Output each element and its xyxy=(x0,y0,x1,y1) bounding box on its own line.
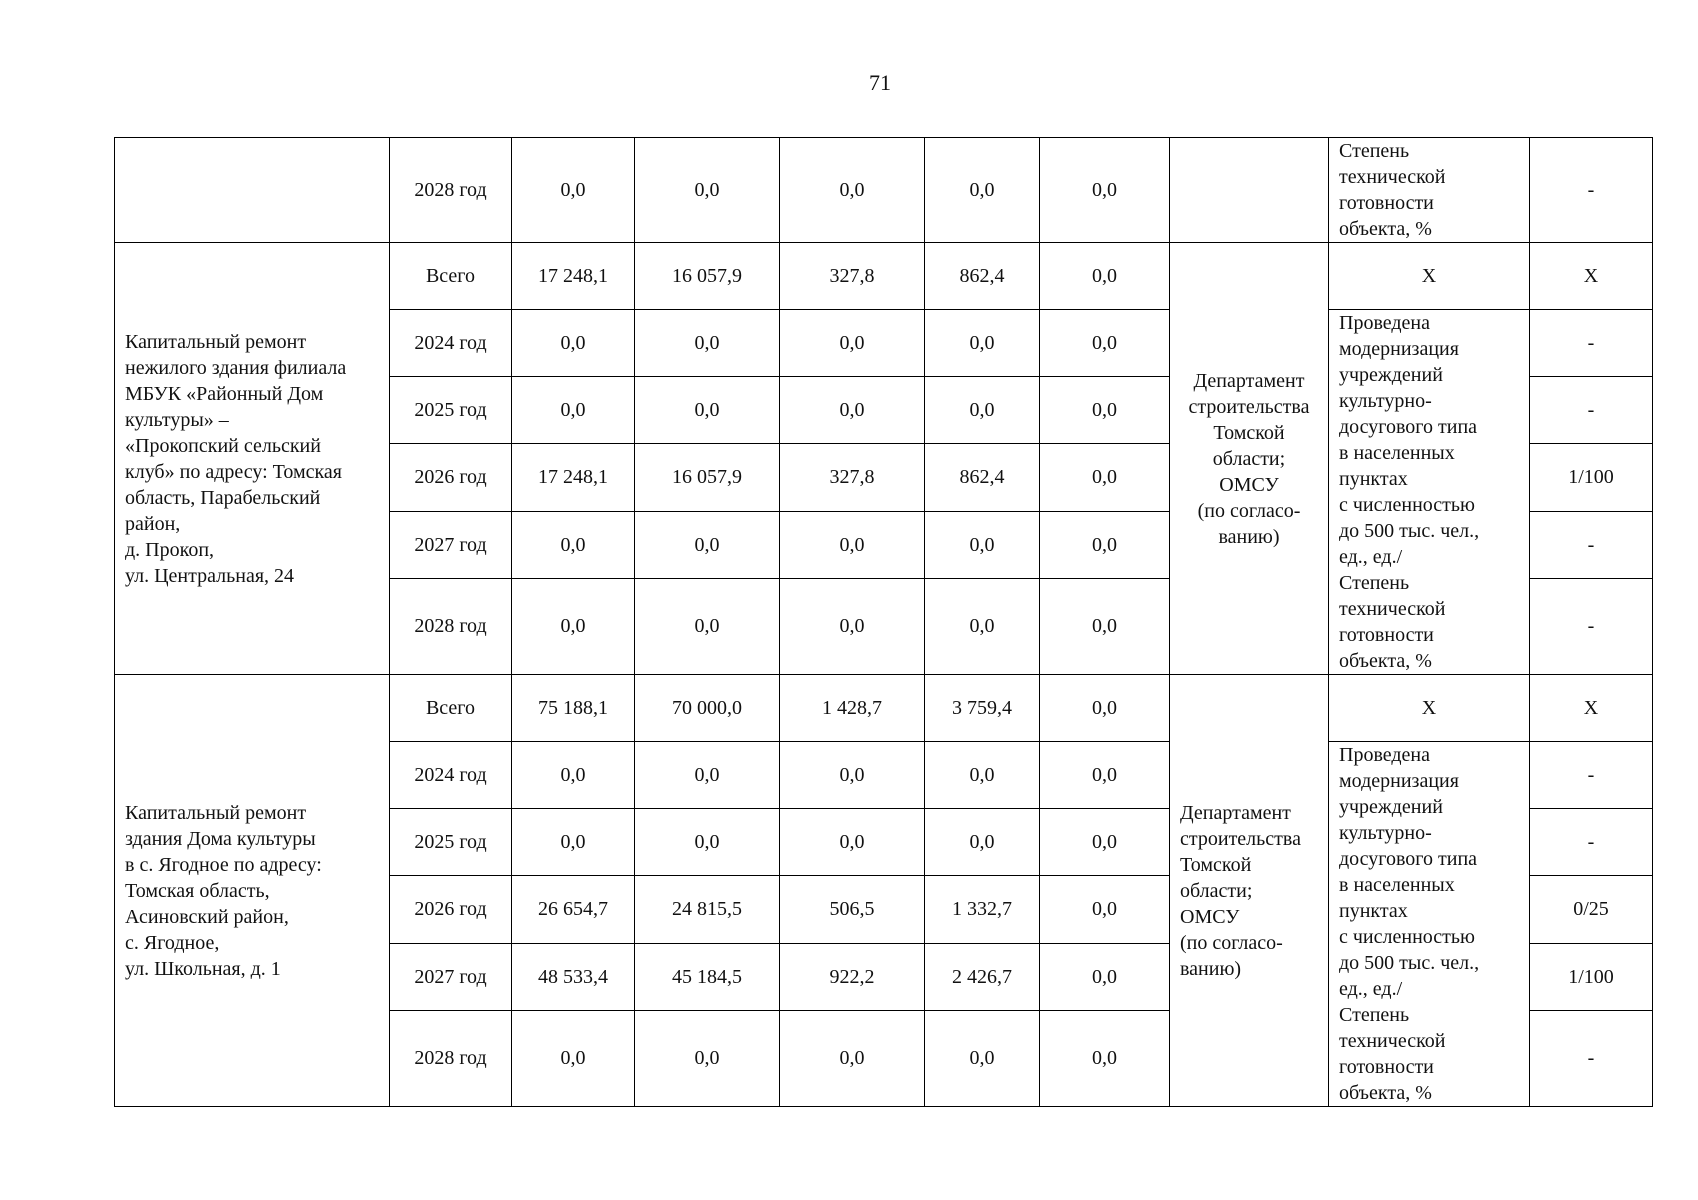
total-cell: 0,0 xyxy=(512,377,635,444)
local-cell: 1 332,7 xyxy=(925,876,1040,943)
federal-cell: 0,0 xyxy=(635,809,780,876)
indicator-value-cell: - xyxy=(1530,310,1653,377)
year-cell: 2025 год xyxy=(390,377,512,444)
indicator-line: с численностью xyxy=(1339,926,1475,948)
federal-cell: 45 184,5 xyxy=(635,943,780,1010)
indicator-line: модернизация xyxy=(1339,770,1459,792)
regional-cell: 0,0 xyxy=(780,578,925,674)
other-cell: 0,0 xyxy=(1040,578,1170,674)
indicator-line: объекта, % xyxy=(1339,218,1432,240)
year-cell: 2028 год xyxy=(390,578,512,674)
object-title-line: культуры» – xyxy=(125,408,229,431)
object-title-line: «Прокопский сельский xyxy=(125,434,321,457)
year-cell: 2024 год xyxy=(390,310,512,377)
year-cell: 2028 год xyxy=(390,1010,512,1106)
indicator-line: пунктах xyxy=(1339,468,1408,490)
federal-cell: 0,0 xyxy=(635,511,780,578)
executor-line: строительства xyxy=(1180,827,1301,850)
regional-cell: 506,5 xyxy=(780,876,925,943)
other-cell: 0,0 xyxy=(1040,742,1170,809)
executor-cell-empty xyxy=(1170,138,1329,243)
total-cell: 17 248,1 xyxy=(512,444,635,511)
page-number: 71 xyxy=(869,70,891,95)
total-cell: 0,0 xyxy=(512,578,635,674)
regional-cell: 922,2 xyxy=(780,943,925,1010)
total-cell: 0,0 xyxy=(512,809,635,876)
indicator-value-cell: - xyxy=(1530,377,1653,444)
object-title-line: с. Ягодное, xyxy=(125,931,220,954)
executor-line: ОМСУ xyxy=(1219,473,1279,496)
local-cell: 862,4 xyxy=(925,444,1040,511)
local-cell: 0,0 xyxy=(925,377,1040,444)
other-cell: 0,0 xyxy=(1040,943,1170,1010)
executor-line: (по согласо- xyxy=(1197,499,1301,522)
local-cell: 862,4 xyxy=(925,243,1040,310)
indicator-line: в населенных xyxy=(1339,874,1455,896)
indicator-line: ед., ед./ xyxy=(1339,546,1403,568)
object-title-line: в с. Ягодное по адресу: xyxy=(125,853,322,876)
total-cell: 48 533,4 xyxy=(512,943,635,1010)
indicator-cell xyxy=(1329,742,1530,1107)
object-title-line: д. Прокоп, xyxy=(125,538,215,561)
program-table xyxy=(114,137,1653,1107)
indicator-line: Проведена xyxy=(1339,312,1431,334)
year-cell: 2024 год xyxy=(390,742,512,809)
total-cell: 0,0 xyxy=(512,138,635,243)
other-cell: 0,0 xyxy=(1040,511,1170,578)
indicator-line: Степень xyxy=(1339,140,1410,162)
indicator-line: культурно- xyxy=(1339,390,1432,412)
regional-cell: 0,0 xyxy=(780,809,925,876)
executor-line: ванию) xyxy=(1180,957,1242,980)
year-cell: Всего xyxy=(390,243,512,310)
indicator-cell xyxy=(1329,138,1530,243)
object-title-line: МБУК «Районный Дом xyxy=(125,382,324,405)
total-cell: 75 188,1 xyxy=(512,675,635,742)
indicator-line: объекта, % xyxy=(1339,650,1432,672)
indicator-value-cell: - xyxy=(1530,742,1653,809)
local-cell: 0,0 xyxy=(925,742,1040,809)
table-row xyxy=(115,243,1653,310)
other-cell: 0,0 xyxy=(1040,243,1170,310)
indicator-line: модернизация xyxy=(1339,338,1459,360)
federal-cell: 0,0 xyxy=(635,138,780,243)
indicator-value-cell: - xyxy=(1530,578,1653,674)
regional-cell: 0,0 xyxy=(780,310,925,377)
other-cell: 0,0 xyxy=(1040,809,1170,876)
object-title-line: Асиновский район, xyxy=(125,905,289,928)
year-cell: 2026 год xyxy=(390,444,512,511)
indicator-line: готовности xyxy=(1339,624,1434,646)
federal-cell: 16 057,9 xyxy=(635,243,780,310)
executor-line: Департамент xyxy=(1180,801,1291,824)
table-row xyxy=(115,675,1653,742)
indicator-line: Степень xyxy=(1339,572,1410,594)
object-title-line: клуб» по адресу: Томская xyxy=(125,460,343,483)
indicator-value-cell: - xyxy=(1530,1010,1653,1106)
indicator-value-cell: - xyxy=(1530,138,1653,243)
indicator-line: досугового типа xyxy=(1339,848,1478,870)
year-cell: 2027 год xyxy=(390,943,512,1010)
federal-cell: 24 815,5 xyxy=(635,876,780,943)
indicator-line: готовности xyxy=(1339,1056,1434,1078)
other-cell: 0,0 xyxy=(1040,310,1170,377)
indicator-line: до 500 тыс. чел., xyxy=(1339,520,1480,542)
executor-line: области; xyxy=(1212,447,1286,470)
object-title-line: Томская область, xyxy=(125,879,270,902)
indicator-line: с численностью xyxy=(1339,494,1475,516)
indicator-cell xyxy=(1329,310,1530,675)
regional-cell: 0,0 xyxy=(780,377,925,444)
indicator-line: пунктах xyxy=(1339,900,1408,922)
federal-cell: 0,0 xyxy=(635,1010,780,1106)
object-title-line: здания Дома культуры xyxy=(125,827,316,850)
object-title-line: Капитальный ремонт xyxy=(125,330,307,353)
indicator-total-cell: Х xyxy=(1329,243,1530,310)
regional-cell: 327,8 xyxy=(780,444,925,511)
indicator-line: Степень xyxy=(1339,1004,1410,1026)
federal-cell: 0,0 xyxy=(635,742,780,809)
object-title-line: ул. Школьная, д. 1 xyxy=(125,957,281,980)
object-title-line: область, Парабельский xyxy=(125,486,321,509)
indicator-line: учреждений xyxy=(1339,796,1443,818)
federal-cell: 16 057,9 xyxy=(635,444,780,511)
local-cell: 2 426,7 xyxy=(925,943,1040,1010)
year-cell: 2026 год xyxy=(390,876,512,943)
indicator-value-cell: 1/100 xyxy=(1530,444,1653,511)
other-cell: 0,0 xyxy=(1040,675,1170,742)
other-cell: 0,0 xyxy=(1040,876,1170,943)
regional-cell: 0,0 xyxy=(780,138,925,243)
object-title-line: Капитальный ремонт xyxy=(125,801,307,824)
total-cell: 17 248,1 xyxy=(512,243,635,310)
indicator-line: Проведена xyxy=(1339,744,1431,766)
local-cell: 0,0 xyxy=(925,310,1040,377)
total-cell: 0,0 xyxy=(512,310,635,377)
table-row xyxy=(115,138,1653,243)
indicator-line: технической xyxy=(1339,166,1446,188)
object-title-line: ул. Центральная, 24 xyxy=(125,564,295,587)
regional-cell: 327,8 xyxy=(780,243,925,310)
indicator-line: ед., ед./ xyxy=(1339,978,1403,1000)
local-cell: 0,0 xyxy=(925,138,1040,243)
executor-line: Томской xyxy=(1180,853,1252,876)
executor-line: области; xyxy=(1180,879,1253,902)
local-cell: 0,0 xyxy=(925,578,1040,674)
indicator-line: культурно- xyxy=(1339,822,1432,844)
federal-cell: 0,0 xyxy=(635,310,780,377)
year-cell: Всего xyxy=(390,675,512,742)
indicator-line: готовности xyxy=(1339,192,1434,214)
executor-line: ванию) xyxy=(1218,525,1280,548)
executor-line: (по согласо- xyxy=(1180,931,1283,954)
indicator-value-cell: Х xyxy=(1530,675,1653,742)
executor-line: Томской xyxy=(1213,421,1285,444)
indicator-value-cell: 0/25 xyxy=(1530,876,1653,943)
indicator-value-cell: - xyxy=(1530,511,1653,578)
object-title-cell xyxy=(115,675,390,1107)
indicator-value-cell: 1/100 xyxy=(1530,943,1653,1010)
executor-line: строительства xyxy=(1188,395,1310,418)
object-title-line: район, xyxy=(125,512,181,535)
indicator-value-cell: Х xyxy=(1530,243,1653,310)
other-cell: 0,0 xyxy=(1040,444,1170,511)
federal-cell: 0,0 xyxy=(635,377,780,444)
indicator-line: объекта, % xyxy=(1339,1082,1432,1104)
regional-cell: 0,0 xyxy=(780,511,925,578)
regional-cell: 0,0 xyxy=(780,1010,925,1106)
year-cell: 2025 год xyxy=(390,809,512,876)
local-cell: 3 759,4 xyxy=(925,675,1040,742)
local-cell: 0,0 xyxy=(925,1010,1040,1106)
federal-cell: 0,0 xyxy=(635,578,780,674)
year-cell: 2027 год xyxy=(390,511,512,578)
indicator-line: технической xyxy=(1339,598,1446,620)
indicator-line: технической xyxy=(1339,1030,1446,1052)
total-cell: 0,0 xyxy=(512,1010,635,1106)
local-cell: 0,0 xyxy=(925,809,1040,876)
other-cell: 0,0 xyxy=(1040,377,1170,444)
year-cell: 2028 год xyxy=(390,138,512,243)
indicator-line: учреждений xyxy=(1339,364,1443,386)
executor-line: ОМСУ xyxy=(1180,905,1240,928)
other-cell: 0,0 xyxy=(1040,1010,1170,1106)
regional-cell: 0,0 xyxy=(780,742,925,809)
total-cell: 0,0 xyxy=(512,511,635,578)
federal-cell: 70 000,0 xyxy=(635,675,780,742)
local-cell: 0,0 xyxy=(925,511,1040,578)
executor-cell xyxy=(1170,675,1329,1107)
executor-line: Департамент xyxy=(1193,369,1305,392)
regional-cell: 1 428,7 xyxy=(780,675,925,742)
indicator-value-cell: - xyxy=(1530,809,1653,876)
indicator-line: в населенных xyxy=(1339,442,1455,464)
object-title-line: нежилого здания филиала xyxy=(125,356,347,379)
indicator-total-cell: Х xyxy=(1329,675,1530,742)
total-cell: 26 654,7 xyxy=(512,876,635,943)
executor-cell xyxy=(1170,243,1329,675)
object-title-cell xyxy=(115,243,390,675)
other-cell: 0,0 xyxy=(1040,138,1170,243)
indicator-line: досугового типа xyxy=(1339,416,1478,438)
indicator-line: до 500 тыс. чел., xyxy=(1339,952,1480,974)
total-cell: 0,0 xyxy=(512,742,635,809)
name-cell-empty xyxy=(115,138,390,243)
